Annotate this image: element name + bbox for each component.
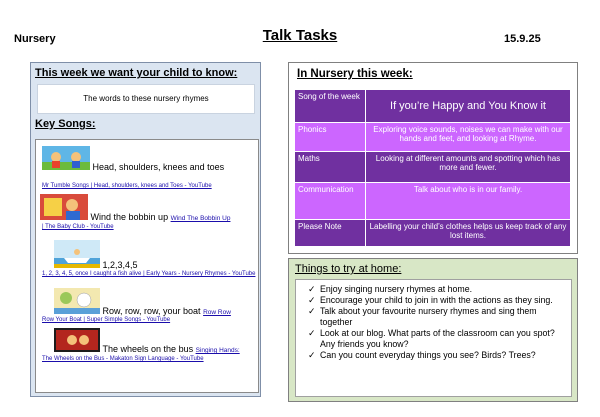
row-value: Exploring voice sounds, noises we can make with our hands and feet, and looking at Rhyme. <box>366 123 571 152</box>
try-at-home-list <box>308 284 566 361</box>
song-title: Head, shoulders, knees and toes <box>92 162 225 172</box>
list-item-text: Look at our blog. What parts of the classroom can you spot? Any friends you know? <box>320 328 555 349</box>
song-item <box>40 194 256 222</box>
checkmark-icon: ✓ <box>308 328 316 338</box>
key-songs-heading: Key Songs: <box>35 118 96 130</box>
this-week-panel <box>288 62 578 254</box>
row-value: If you’re Happy and You Know it <box>366 90 571 123</box>
song-item <box>54 240 254 270</box>
video-thumbnail-icon[interactable] <box>40 194 88 222</box>
table-row <box>295 123 571 152</box>
checkmark-icon: ✓ <box>308 350 316 360</box>
know-heading: This week we want your child to know: <box>35 67 238 79</box>
learning-panel <box>30 62 261 397</box>
song-link[interactable]: 1, 2, 3, 4, 5, once I caught a fish alive | Early Years - Nursery Rhymes - YouTube <box>42 271 256 277</box>
page-title: Talk Tasks <box>262 27 338 44</box>
song-link[interactable]: | The Baby Club - YouTube <box>42 224 114 230</box>
song-item <box>42 146 258 172</box>
list-item-text: Talk about your favourite nursery rhymes and sing them together <box>320 306 537 327</box>
checkmark-icon: ✓ <box>308 306 316 316</box>
checkmark-icon: ✓ <box>308 284 316 294</box>
video-thumbnail-icon[interactable] <box>54 288 100 316</box>
song-title: The wheels on the bus <box>102 344 194 354</box>
key-songs-box <box>35 139 259 393</box>
row-value: Talk about who is in our family. <box>366 183 571 220</box>
song-link-inline[interactable]: Row Row <box>203 309 231 316</box>
this-week-table <box>294 89 571 247</box>
list-item-text: Encourage your child to join in with the actions as they sing. <box>320 295 553 305</box>
table-row <box>295 90 571 123</box>
checkmark-icon: ✓ <box>308 295 316 305</box>
song-item <box>54 288 258 316</box>
song-link[interactable]: Mr Tumble Songs | Head, shoulders, knees and Toes - YouTube <box>42 183 212 189</box>
this-week-heading: In Nursery this week: <box>297 68 413 80</box>
row-label: Communication <box>295 183 366 220</box>
try-at-home-heading: Things to try at home: <box>295 263 402 275</box>
date: 15.9.25 <box>504 33 541 45</box>
list-item <box>308 328 566 350</box>
row-value: Labelling your child’s clothes helps us keep track of any lost items. <box>366 220 571 247</box>
video-thumbnail-icon[interactable] <box>42 146 90 172</box>
song-item <box>54 328 258 354</box>
song-link-inline[interactable]: Wind The Bobbin Up <box>170 215 231 222</box>
row-label: Maths <box>295 152 366 183</box>
song-title: 1,2,3,4,5 <box>102 260 138 270</box>
song-link[interactable]: The Wheels on the Bus - Makaton Sign Language - YouTube <box>42 356 204 362</box>
song-link-inline[interactable]: Singing Hands: <box>195 347 240 354</box>
video-thumbnail-icon[interactable] <box>54 328 100 354</box>
know-box: The words to these nursery rhymes <box>37 84 255 114</box>
video-thumbnail-icon[interactable] <box>54 240 100 270</box>
table-row <box>295 183 571 220</box>
list-item <box>308 350 566 361</box>
list-item-text: Can you count everyday things you see? Birds? Trees? <box>320 350 536 360</box>
row-label: Song of the week <box>295 90 366 123</box>
song-title: Row, row, row, your boat <box>102 306 201 316</box>
list-item <box>308 295 566 306</box>
row-value: Looking at different amounts and spotting which has more and fewer. <box>366 152 571 183</box>
list-item <box>308 306 566 328</box>
row-label: Please Note <box>295 220 366 247</box>
table-row <box>295 220 571 247</box>
table-row <box>295 152 571 183</box>
class-name: Nursery <box>14 33 56 45</box>
try-at-home-box <box>295 279 572 397</box>
list-item-text: Enjoy singing nursery rhymes at home. <box>320 284 473 294</box>
list-item <box>308 284 566 295</box>
row-label: Phonics <box>295 123 366 152</box>
try-at-home-panel <box>288 258 578 402</box>
song-link[interactable]: Row Your Boat | Super Simple Songs - YouTube <box>42 317 171 323</box>
song-title: Wind the bobbin up <box>90 212 169 222</box>
